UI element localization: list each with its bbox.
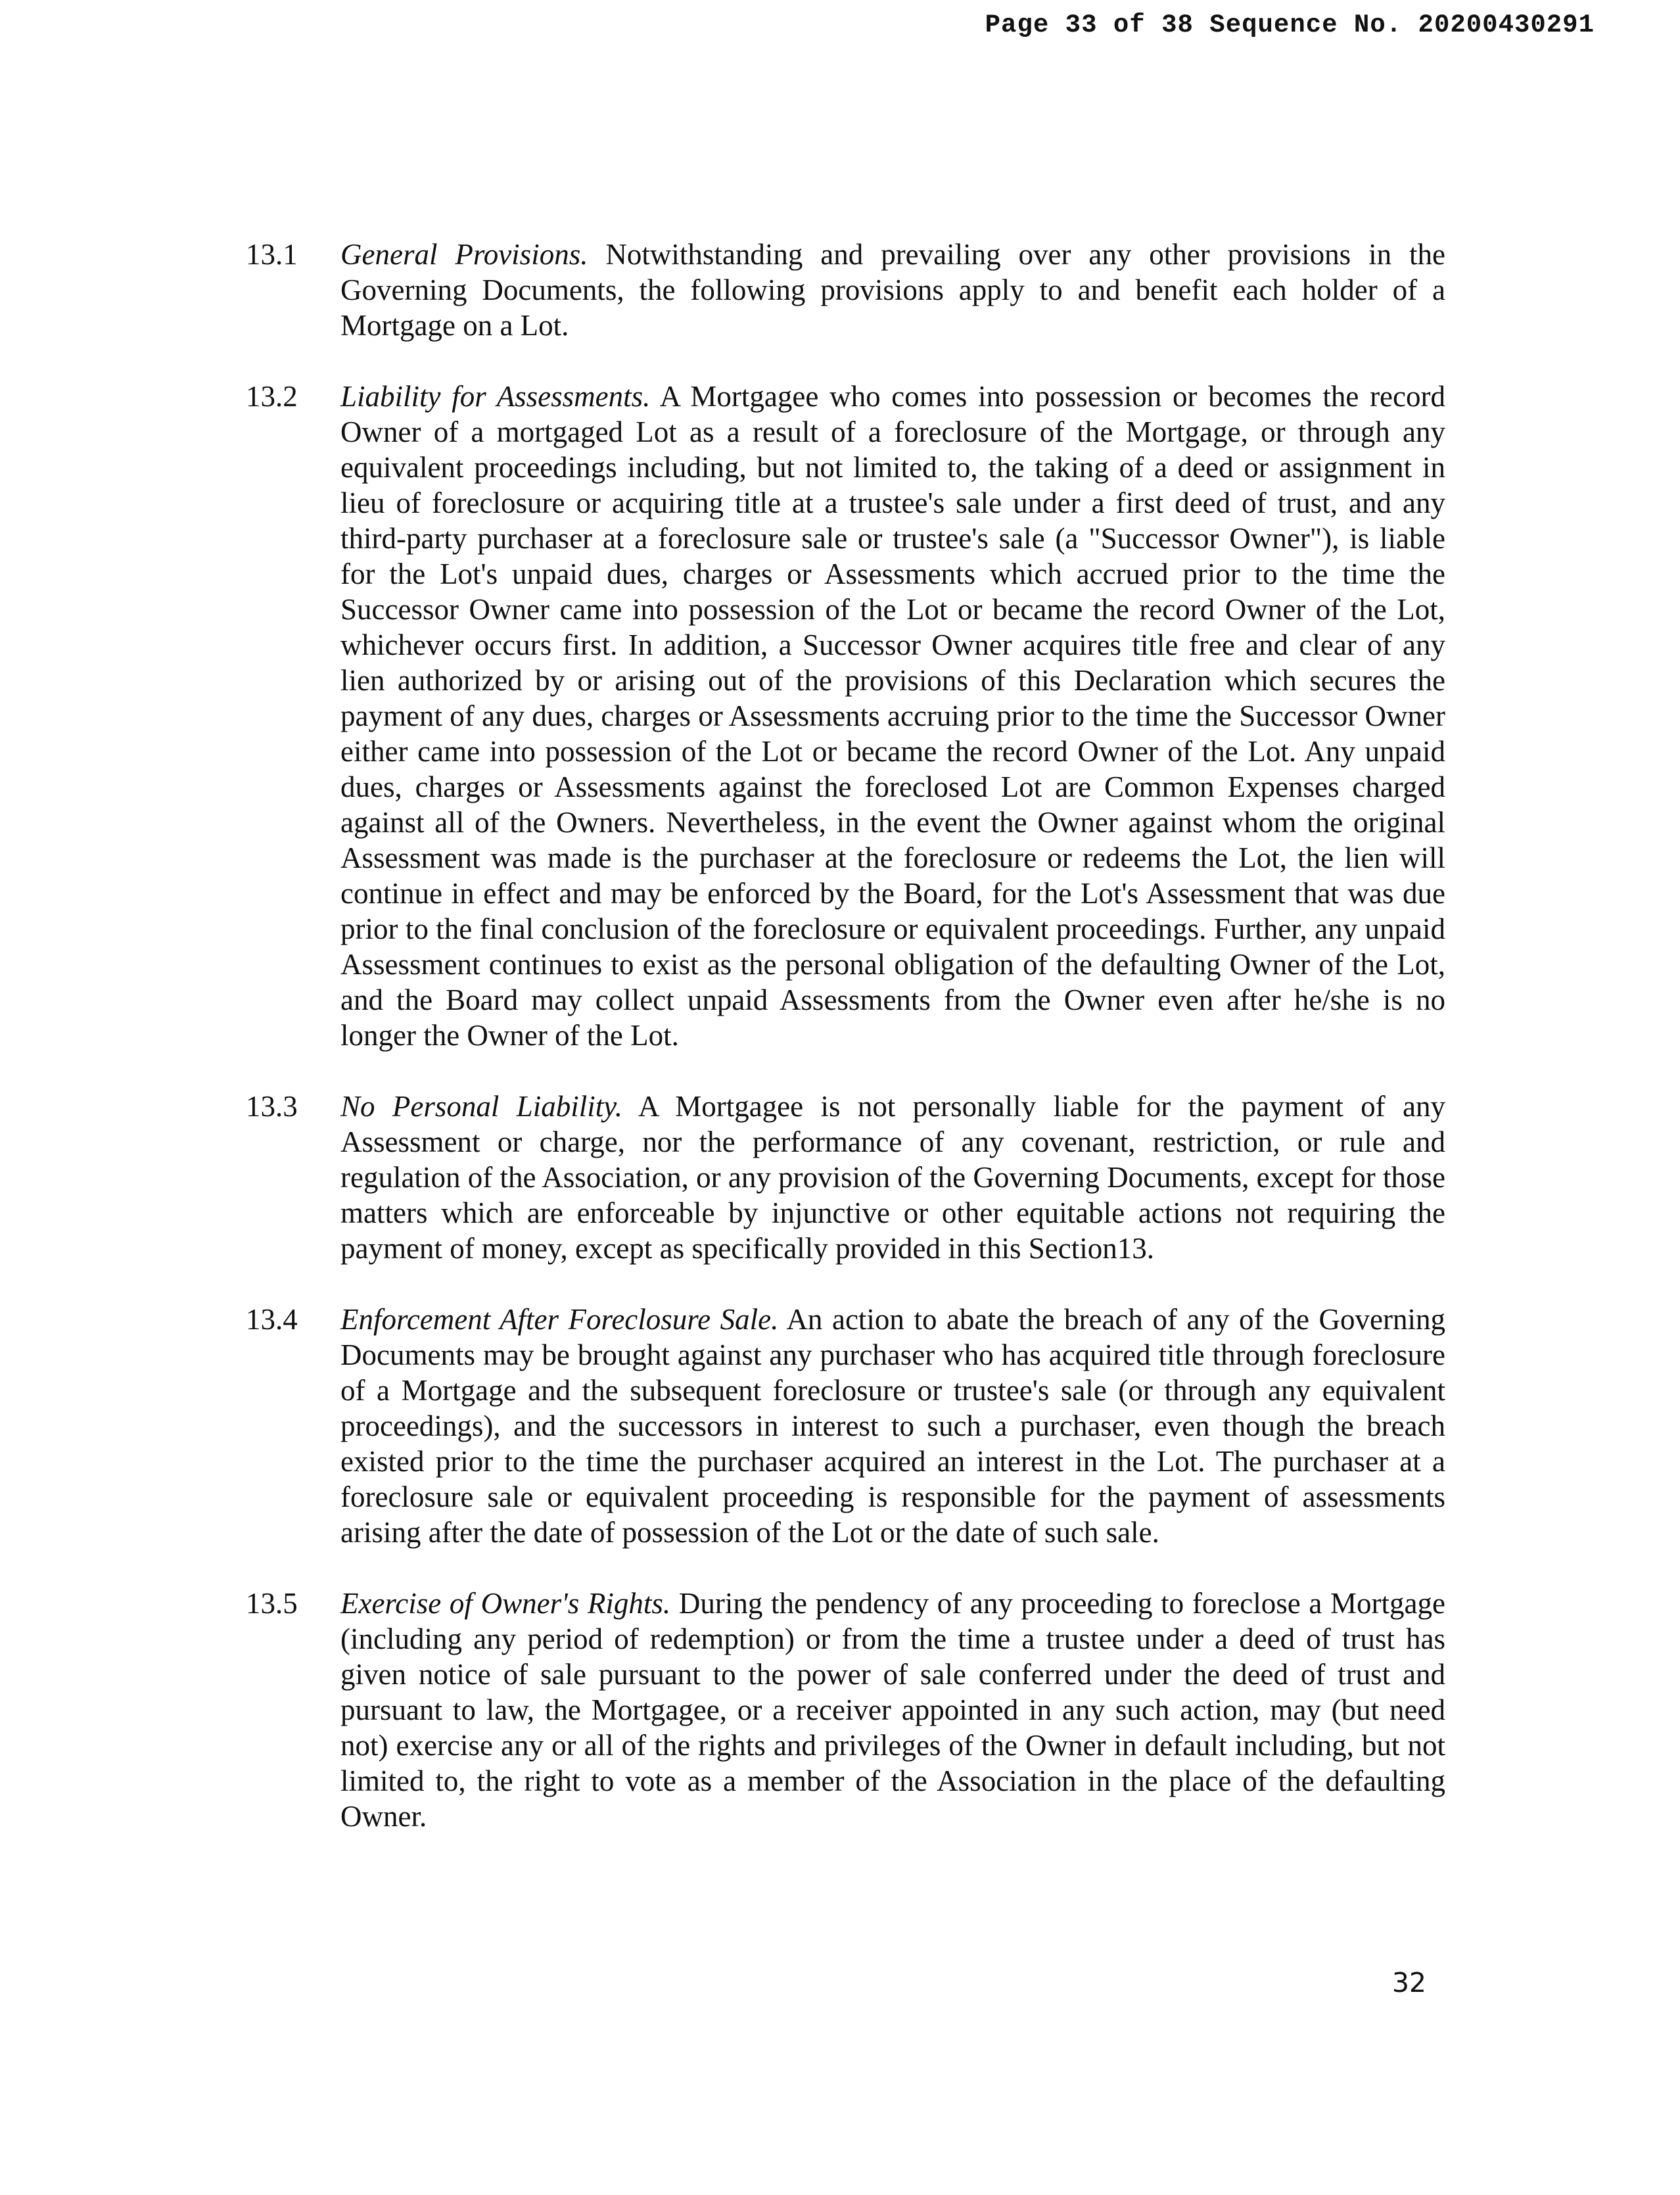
section-title: No Personal Liability. [340,1090,622,1123]
section-text: A Mortgagee who comes into possession or becomes the record Owner of a mortgaged Lot as a result of a foreclosure of the Mortgage, or through any equivalent proceedings including, but not limited to, the taking of a deed or assignment in lieu of foreclosure or acquiring title at a trustee's sale under a first deed of trust, and any third-party purchaser at a foreclosure sale or trustee's sale (a "Successor Owner"), is liable for the Lot's unpaid dues, charges or Assessments which accrued prior to the time the Successor Owner came into possession of the Lot or became the record Owner of the Lot, whichever occurs first. In addition, a Successor Owner acquires title free and clear of any lien authorized by or arising out of the provisions of this Declaration which secures the payment of any dues, charges or Assessments accruing prior to the time the Successor Owner either came into possession of the Lot or became the record Owner of the Lot. Any unpaid dues, charges or Assessments against the foreclosed Lot are Common Expenses charged against all of the Owners. Nevertheless, in the event the Owner against whom the original Assessment was made is the purchaser at the foreclosure or redeems the Lot, the lien will continue in effect and may be enforced by the Board, for the Lot's Assessment that was due prior to the final conclusion of the foreclosure or equivalent proceedings. Further, any unpaid Assessment continues to exist as the personal obligation of the defaulting Owner of the Lot, and the Board may collect unpaid Assessments from the Owner even after he/she is no longer the Owner of the Lot. [340,380,1445,1052]
section-body [340,379,1445,1053]
section-title: General Provisions. [340,238,588,271]
section-title: Liability for Assessments. [340,380,651,413]
section-body [340,1302,1445,1550]
section-body [340,1089,1445,1266]
section-number: 13.5 [246,1587,298,1620]
page-number: 32 [1391,1967,1426,1998]
section-body [340,1586,1445,1834]
section-text: An action to abate the breach of any of the Governing Documents may be brought against any purchaser who has acquired title through foreclosure of a Mortgage and the subsequent foreclosure or trustee's sale (or through any equivalent proceedings), and the successors in interest to such a purchaser, even though the breach existed prior to the time the purchaser acquired an interest in the Lot. The purchaser at a foreclosure sale or equivalent proceeding is responsible for the payment of assessments arising after the date of possession of the Lot or the date of such sale. [340,1303,1445,1549]
section-title: Enforcement After Foreclosure Sale. [340,1303,779,1336]
section-text: A Mortgagee is not personally liable for the payment of any Assessment or charge, nor the performance of any covenant, restriction, or rule and regulation of the Association, or any provision of the Governing Documents, except for those matters which are enforceable by injunctive or other equitable actions not requiring the payment of money, except as specifically provided in this Section13. [340,1090,1445,1265]
section-number: 13.2 [246,380,298,413]
section-text: During the pendency of any proceeding to foreclose a Mortgage (including any period of redemption) or from the time a trustee under a deed of trust has given notice of sale pursuant to the power of sale conferred under the deed of trust and pursuant to law, the Mortgagee, or a receiver appointed in any such action, may (but need not) exercise any or all of the rights and privileges of the Owner in default including, but not limited to, the right to vote as a member of the Association in the place of the defaulting Owner. [340,1587,1445,1833]
section-number: 13.4 [246,1303,298,1336]
section-body [340,237,1445,343]
section-text: Notwithstanding and prevailing over any other provisions in the Governing Documents, the following provisions apply to and benefit each holder of a Mortgage on a Lot. [340,238,1446,342]
section-title: Exercise of Owner's Rights. [340,1587,671,1620]
section-number: 13.1 [246,238,298,271]
page-header: Page 33 of 38 Sequence No. 20200430291 [985,11,1595,39]
section-number: 13.3 [246,1090,298,1123]
